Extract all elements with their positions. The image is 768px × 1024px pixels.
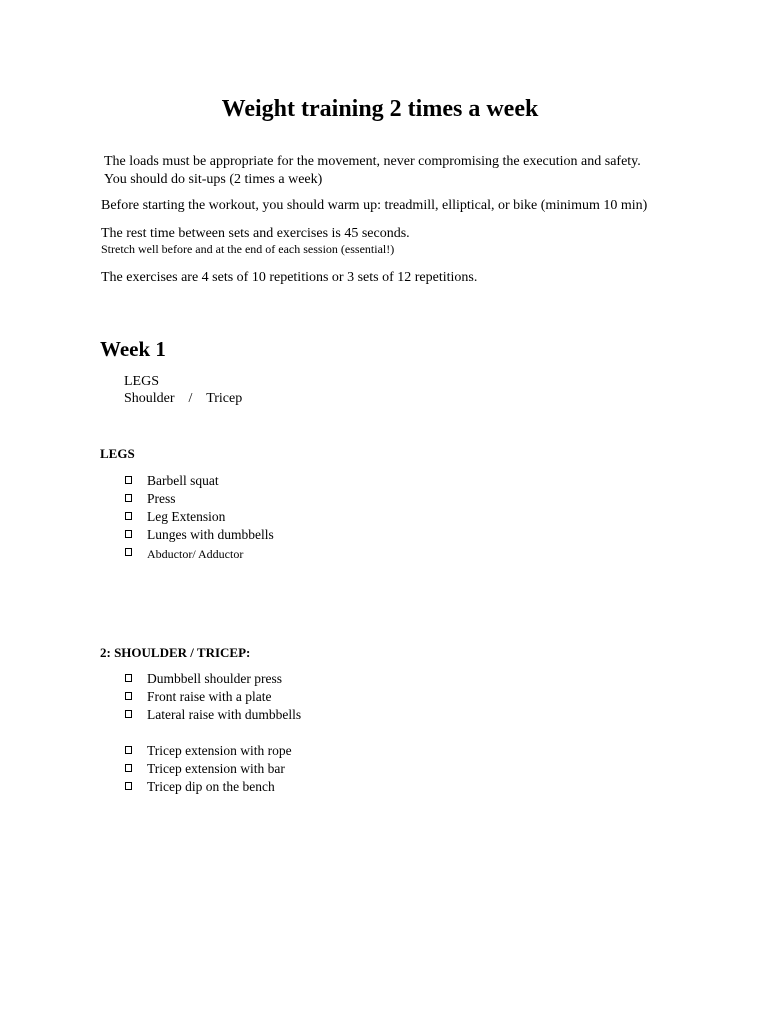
tricep-item: Tricep extension with bar	[147, 761, 285, 776]
checkbox-icon[interactable]	[125, 746, 132, 754]
shoulder-item: Dumbbell shoulder press	[147, 671, 282, 686]
checkbox-icon[interactable]	[125, 674, 132, 682]
checkbox-icon[interactable]	[125, 710, 132, 718]
legs-item: Barbell squat	[147, 473, 219, 488]
intro-line-rest: The rest time between sets and exercises is 45 seconds.	[101, 226, 410, 241]
checkbox-icon[interactable]	[125, 476, 132, 484]
intro-line-situps: You should do sit-ups (2 times a week)	[104, 172, 323, 187]
checkbox-icon[interactable]	[125, 764, 132, 772]
week-day-shoulder-tricep: Shoulder / Tricep	[124, 391, 243, 406]
tricep-item: Tricep dip on the bench	[147, 779, 275, 794]
checkbox-icon[interactable]	[125, 548, 132, 556]
shoulder-item: Front raise with a plate	[147, 689, 272, 704]
tricep-item: Tricep extension with rope	[147, 743, 292, 758]
legs-item: Abductor/ Adductor	[147, 547, 244, 561]
legs-item: Press	[147, 491, 176, 506]
checkbox-icon[interactable]	[125, 782, 132, 790]
legs-item: Lunges with dumbbells	[147, 527, 274, 542]
intro-line-warmup: Before starting the workout, you should warm up: treadmill, elliptical, or bike (minimum 10 min)	[101, 198, 648, 213]
week-heading: Week 1	[100, 337, 166, 361]
checkbox-icon[interactable]	[125, 692, 132, 700]
week-day-legs: LEGS	[124, 374, 159, 389]
intro-line-loads: The loads must be appropriate for the movement, never compromising the execution and safety.	[104, 154, 641, 169]
shoulder-item: Lateral raise with dumbbells	[147, 707, 302, 722]
shoulder-tricep-heading: 2: SHOULDER / TRICEP:	[100, 645, 251, 660]
checkbox-icon[interactable]	[125, 512, 132, 520]
intro-line-sets: The exercises are 4 sets of 10 repetitions or 3 sets of 12 repetitions.	[101, 270, 478, 285]
checkbox-icon[interactable]	[125, 530, 132, 538]
page-title: Weight training 2 times a week	[221, 96, 539, 122]
intro-line-stretch: Stretch well before and at the end of each session (essential!)	[101, 242, 395, 256]
checkbox-icon[interactable]	[125, 494, 132, 502]
legs-heading: LEGS	[100, 446, 135, 461]
legs-item: Leg Extension	[147, 509, 226, 524]
